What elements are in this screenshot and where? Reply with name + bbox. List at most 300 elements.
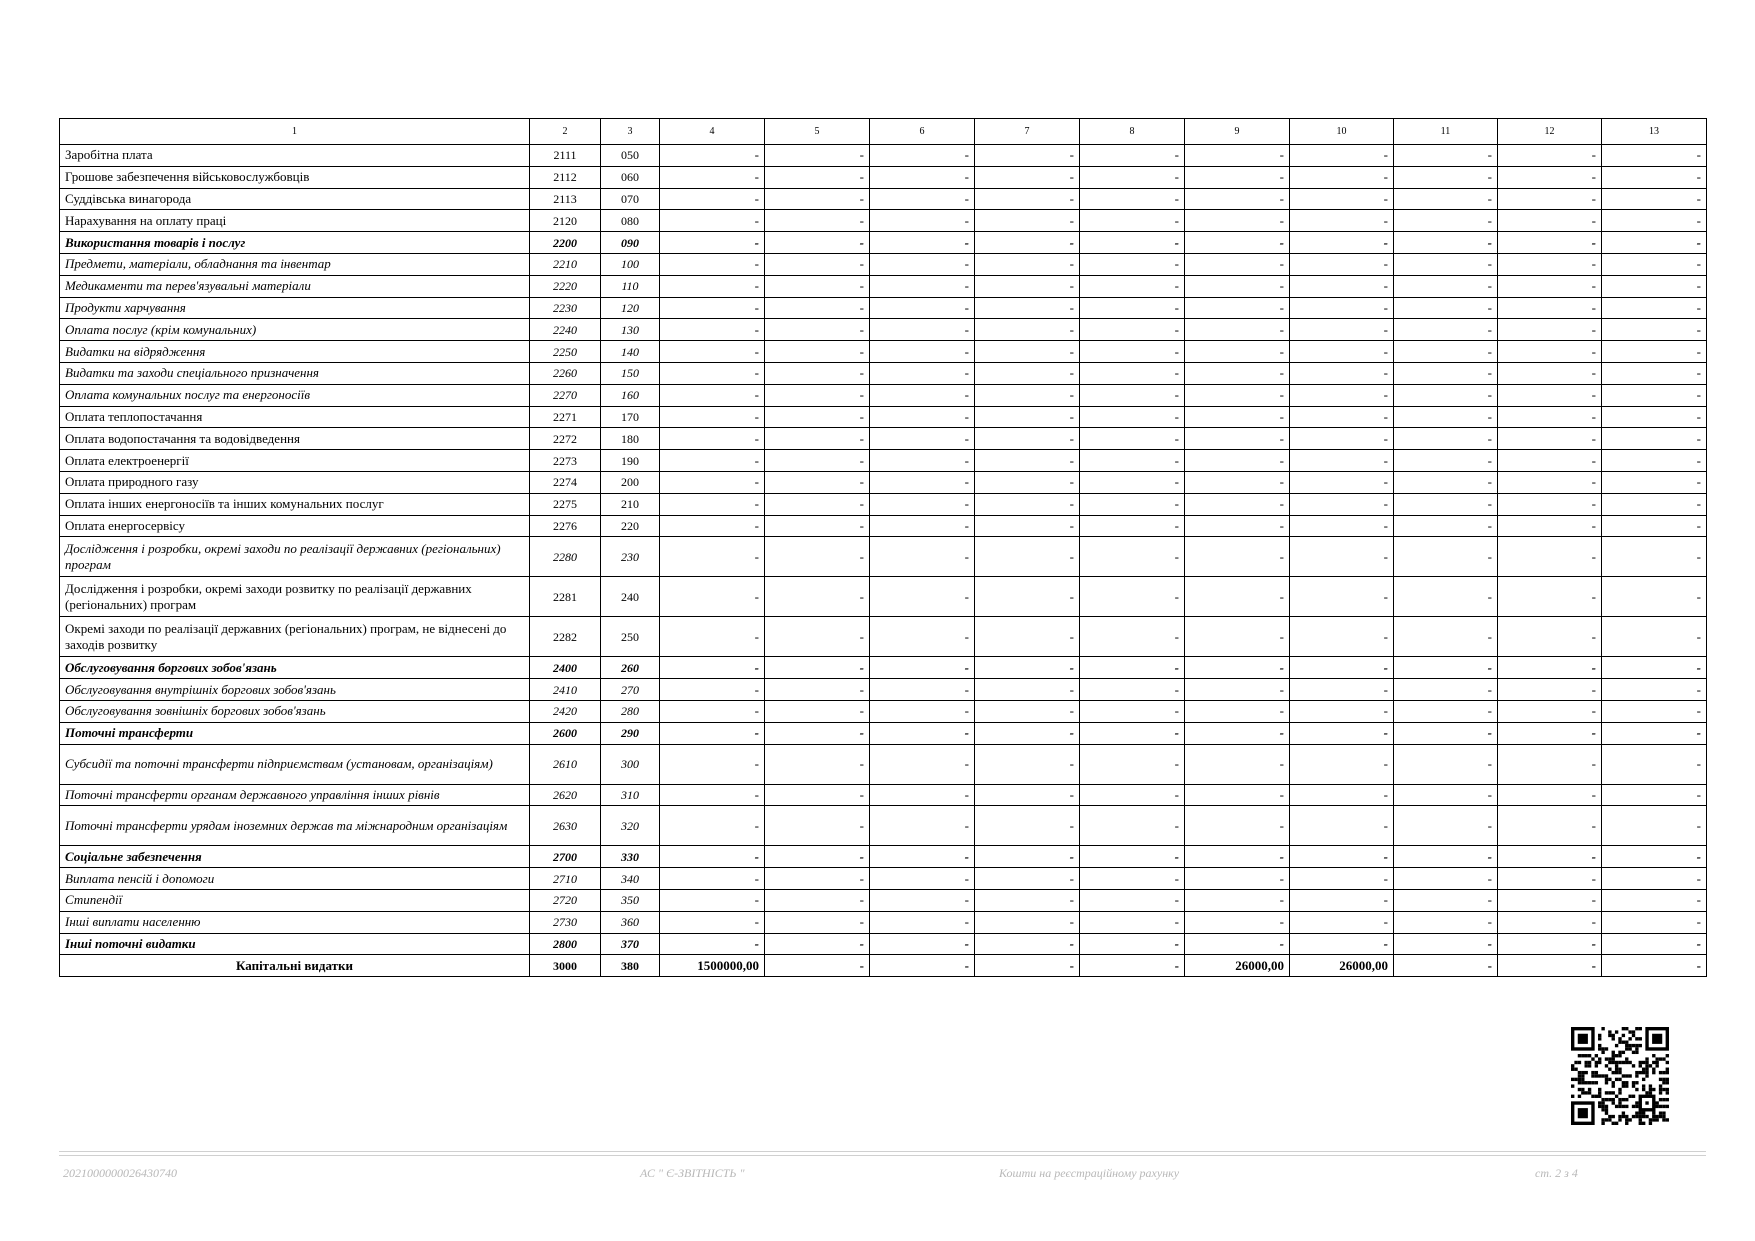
row-value: -: [975, 889, 1080, 911]
row-name: Обслуговування зовнішніх боргових зобов'язань: [60, 700, 530, 722]
row-name: Грошове забезпечення військовослужбовців: [60, 166, 530, 188]
row-value: -: [1602, 933, 1707, 955]
row-value: -: [1185, 319, 1290, 341]
row-number: 240: [601, 577, 660, 617]
row-name: Інші виплати населенню: [60, 911, 530, 933]
row-value: -: [660, 617, 765, 657]
row-value: -: [1290, 362, 1394, 384]
row-number: 290: [601, 722, 660, 744]
row-code: 2260: [530, 362, 601, 384]
row-code: 2730: [530, 911, 601, 933]
row-code: 2630: [530, 806, 601, 846]
row-value: -: [765, 537, 870, 577]
table-row: [60, 384, 1707, 406]
row-value: -: [1602, 493, 1707, 515]
row-value: -: [1498, 617, 1602, 657]
row-value: -: [660, 700, 765, 722]
column-header: 5: [765, 119, 870, 145]
row-value: -: [1290, 846, 1394, 868]
row-name: Видатки на відрядження: [60, 341, 530, 363]
row-value: -: [1498, 145, 1602, 167]
table-row: [60, 889, 1707, 911]
row-value: -: [1394, 406, 1498, 428]
table-row: [60, 319, 1707, 341]
row-value: -: [1080, 933, 1185, 955]
table-row: [60, 657, 1707, 679]
row-value: -: [1498, 911, 1602, 933]
row-value: -: [870, 577, 975, 617]
row-code: 2610: [530, 744, 601, 784]
row-code: 2800: [530, 933, 601, 955]
row-value: -: [1290, 868, 1394, 890]
row-value: -: [1080, 210, 1185, 232]
row-number: 140: [601, 341, 660, 363]
row-name: Субсидії та поточні трансферти підприємствам (установам, організаціям): [60, 744, 530, 784]
row-value: -: [1394, 784, 1498, 806]
row-value: -: [765, 297, 870, 319]
row-value: -: [660, 319, 765, 341]
row-value: -: [870, 275, 975, 297]
row-number: 170: [601, 406, 660, 428]
row-value: -: [870, 319, 975, 341]
row-value: -: [1080, 911, 1185, 933]
row-value: -: [660, 889, 765, 911]
row-value: -: [660, 577, 765, 617]
row-value: -: [870, 188, 975, 210]
row-value: 1500000,00: [660, 955, 765, 977]
row-value: -: [1394, 362, 1498, 384]
row-value: -: [1290, 232, 1394, 254]
row-value: -: [1602, 362, 1707, 384]
row-value: -: [975, 210, 1080, 232]
row-value: -: [870, 744, 975, 784]
row-value: -: [765, 471, 870, 493]
row-value: -: [1498, 955, 1602, 977]
row-value: -: [1290, 933, 1394, 955]
row-value: -: [870, 700, 975, 722]
row-value: -: [1290, 679, 1394, 701]
row-value: -: [1185, 493, 1290, 515]
row-value: -: [1498, 428, 1602, 450]
table-row: [60, 188, 1707, 210]
row-value: -: [1080, 450, 1185, 472]
row-value: -: [1185, 232, 1290, 254]
row-value: -: [870, 428, 975, 450]
row-number: 320: [601, 806, 660, 846]
row-value: -: [1602, 846, 1707, 868]
row-value: -: [1290, 911, 1394, 933]
row-value: -: [1290, 722, 1394, 744]
row-value: -: [1290, 210, 1394, 232]
row-value: -: [975, 617, 1080, 657]
row-value: -: [975, 450, 1080, 472]
row-value: -: [1290, 188, 1394, 210]
row-value: -: [870, 933, 975, 955]
row-value: -: [1080, 806, 1185, 846]
column-header: 9: [1185, 119, 1290, 145]
row-code: 2272: [530, 428, 601, 450]
row-value: -: [1080, 889, 1185, 911]
row-code: 2400: [530, 657, 601, 679]
row-value: -: [765, 868, 870, 890]
row-name: Заробітна плата: [60, 145, 530, 167]
row-value: -: [1185, 657, 1290, 679]
row-code: 2113: [530, 188, 601, 210]
table-body: [60, 119, 1707, 977]
row-value: -: [1185, 784, 1290, 806]
row-value: -: [1080, 577, 1185, 617]
row-value: -: [765, 806, 870, 846]
row-value: -: [765, 577, 870, 617]
row-name: Виплата пенсій і допомоги: [60, 868, 530, 890]
row-value: -: [660, 868, 765, 890]
table-row: [60, 275, 1707, 297]
row-value: -: [765, 188, 870, 210]
row-code: 2420: [530, 700, 601, 722]
row-name: Оплата комунальних послуг та енергоносіїв: [60, 384, 530, 406]
row-value: -: [1185, 846, 1290, 868]
row-value: -: [765, 362, 870, 384]
row-code: 3000: [530, 955, 601, 977]
row-number: 270: [601, 679, 660, 701]
row-value: -: [1394, 679, 1498, 701]
row-value: -: [1394, 700, 1498, 722]
row-value: -: [1602, 253, 1707, 275]
table-row: [60, 744, 1707, 784]
row-name: Оплата інших енергоносіїв та інших комунальних послуг: [60, 493, 530, 515]
row-value: -: [660, 145, 765, 167]
row-value: -: [660, 679, 765, 701]
row-value: -: [1602, 319, 1707, 341]
row-value: -: [765, 166, 870, 188]
row-value: -: [975, 362, 1080, 384]
table-row: [60, 145, 1707, 167]
row-value: -: [1498, 275, 1602, 297]
row-name: Дослідження і розробки, окремі заходи розвитку по реалізації державних (регіональних) програм: [60, 577, 530, 617]
row-code: 2410: [530, 679, 601, 701]
row-value: -: [1394, 889, 1498, 911]
row-value: -: [870, 537, 975, 577]
row-name: Обслуговування внутрішніх боргових зобов'язань: [60, 679, 530, 701]
row-value: -: [870, 232, 975, 254]
row-value: -: [975, 188, 1080, 210]
row-value: -: [1498, 889, 1602, 911]
table-row: [60, 700, 1707, 722]
row-value: -: [1290, 577, 1394, 617]
row-value: -: [765, 493, 870, 515]
footer-description: Кошти на реєстраційному рахунку: [999, 1166, 1180, 1180]
row-value: -: [1185, 515, 1290, 537]
row-value: -: [660, 406, 765, 428]
row-value: -: [1602, 744, 1707, 784]
row-value: -: [1185, 744, 1290, 784]
row-value: -: [975, 806, 1080, 846]
row-value: -: [975, 784, 1080, 806]
table-row: [60, 846, 1707, 868]
row-value: -: [870, 362, 975, 384]
row-code: 2220: [530, 275, 601, 297]
row-code: 2700: [530, 846, 601, 868]
row-value: -: [1080, 784, 1185, 806]
row-value: -: [1602, 188, 1707, 210]
row-value: -: [1498, 297, 1602, 319]
row-value: -: [1602, 679, 1707, 701]
row-value: 26000,00: [1185, 955, 1290, 977]
row-value: -: [1290, 384, 1394, 406]
table-row: [60, 868, 1707, 890]
row-number: 180: [601, 428, 660, 450]
row-name: Інші поточні видатки: [60, 933, 530, 955]
row-value: -: [1185, 577, 1290, 617]
row-value: -: [870, 450, 975, 472]
row-value: -: [660, 362, 765, 384]
row-value: -: [1602, 515, 1707, 537]
row-number: 370: [601, 933, 660, 955]
row-value: -: [1498, 577, 1602, 617]
row-name: Продукти харчування: [60, 297, 530, 319]
row-value: -: [1394, 577, 1498, 617]
table-row: [60, 166, 1707, 188]
row-name: Використання товарів і послуг: [60, 232, 530, 254]
row-number: 190: [601, 450, 660, 472]
row-value: -: [765, 515, 870, 537]
row-name: Обслуговування боргових зобов'язань: [60, 657, 530, 679]
table-row: [60, 210, 1707, 232]
row-value: -: [1602, 210, 1707, 232]
row-value: -: [1080, 744, 1185, 784]
row-value: -: [975, 145, 1080, 167]
qr-code-icon: [1571, 1027, 1669, 1125]
row-number: 150: [601, 362, 660, 384]
row-value: -: [975, 722, 1080, 744]
row-value: -: [1602, 471, 1707, 493]
row-value: -: [1080, 868, 1185, 890]
row-value: -: [1394, 210, 1498, 232]
row-value: -: [1394, 911, 1498, 933]
row-number: 070: [601, 188, 660, 210]
row-value: -: [1394, 166, 1498, 188]
row-value: -: [765, 319, 870, 341]
row-number: 360: [601, 911, 660, 933]
row-value: -: [1498, 319, 1602, 341]
row-value: -: [1394, 493, 1498, 515]
table-row: [60, 515, 1707, 537]
row-name: Дослідження і розробки, окремі заходи по реалізації державних (регіональних) програм: [60, 537, 530, 577]
row-value: -: [1290, 450, 1394, 472]
row-value: -: [1080, 722, 1185, 744]
row-value: -: [1602, 911, 1707, 933]
row-value: -: [1394, 341, 1498, 363]
row-value: -: [1394, 868, 1498, 890]
column-header-row: [60, 119, 1707, 145]
row-code: 2270: [530, 384, 601, 406]
row-value: -: [1185, 471, 1290, 493]
row-value: -: [1080, 679, 1185, 701]
row-value: -: [975, 679, 1080, 701]
row-value: -: [1394, 319, 1498, 341]
row-value: -: [1290, 515, 1394, 537]
row-value: -: [1080, 232, 1185, 254]
row-value: -: [660, 933, 765, 955]
row-value: -: [975, 515, 1080, 537]
row-name: Оплата енергосервісу: [60, 515, 530, 537]
row-value: -: [1080, 493, 1185, 515]
row-value: -: [975, 846, 1080, 868]
row-value: -: [660, 341, 765, 363]
row-value: -: [1290, 657, 1394, 679]
row-value: -: [1602, 868, 1707, 890]
row-value: -: [1185, 341, 1290, 363]
row-value: -: [1498, 744, 1602, 784]
row-value: -: [660, 515, 765, 537]
row-number: 050: [601, 145, 660, 167]
row-value: -: [1394, 617, 1498, 657]
row-value: -: [765, 955, 870, 977]
row-name: Оплата послуг (крім комунальних): [60, 319, 530, 341]
row-value: -: [1185, 210, 1290, 232]
row-value: -: [1080, 253, 1185, 275]
row-value: -: [870, 406, 975, 428]
row-value: -: [1185, 428, 1290, 450]
row-value: -: [1394, 806, 1498, 846]
row-value: -: [1185, 297, 1290, 319]
row-value: -: [870, 889, 975, 911]
row-code: 2720: [530, 889, 601, 911]
row-value: -: [1602, 297, 1707, 319]
row-value: -: [1185, 384, 1290, 406]
row-number: 330: [601, 846, 660, 868]
row-value: -: [1602, 806, 1707, 846]
row-value: -: [870, 722, 975, 744]
row-value: -: [1602, 384, 1707, 406]
footer-doc-id: 2021000000026430740: [63, 1166, 177, 1180]
row-value: -: [660, 806, 765, 846]
row-value: -: [1080, 341, 1185, 363]
row-value: -: [1602, 784, 1707, 806]
row-value: -: [1290, 297, 1394, 319]
row-number: 080: [601, 210, 660, 232]
row-value: -: [1185, 617, 1290, 657]
row-value: -: [1602, 955, 1707, 977]
row-value: -: [1185, 868, 1290, 890]
row-code: 2274: [530, 471, 601, 493]
row-value: -: [1185, 933, 1290, 955]
row-value: -: [1602, 341, 1707, 363]
row-value: -: [1498, 537, 1602, 577]
row-value: -: [975, 700, 1080, 722]
row-value: -: [1498, 253, 1602, 275]
row-value: -: [1498, 362, 1602, 384]
row-value: -: [1290, 617, 1394, 657]
row-value: -: [1394, 722, 1498, 744]
row-name: Оплата природного газу: [60, 471, 530, 493]
table-row: [60, 784, 1707, 806]
row-number: 260: [601, 657, 660, 679]
row-value: -: [765, 275, 870, 297]
row-value: -: [1080, 471, 1185, 493]
row-code: 2281: [530, 577, 601, 617]
row-value: -: [975, 319, 1080, 341]
row-code: 2275: [530, 493, 601, 515]
table-row: [60, 341, 1707, 363]
row-number: 160: [601, 384, 660, 406]
row-value: -: [1185, 911, 1290, 933]
row-value: -: [1498, 341, 1602, 363]
row-value: -: [1498, 657, 1602, 679]
row-value: -: [870, 515, 975, 537]
row-value: -: [870, 493, 975, 515]
row-value: -: [870, 166, 975, 188]
column-header: 7: [975, 119, 1080, 145]
row-value: -: [1080, 537, 1185, 577]
row-code: 2280: [530, 537, 601, 577]
footer-divider: [59, 1155, 1706, 1156]
row-value: -: [1185, 406, 1290, 428]
row-value: -: [660, 232, 765, 254]
row-value: -: [975, 384, 1080, 406]
table-row: [60, 406, 1707, 428]
row-number: 210: [601, 493, 660, 515]
row-code: 2271: [530, 406, 601, 428]
row-value: -: [1394, 744, 1498, 784]
row-value: -: [1498, 471, 1602, 493]
row-value: -: [870, 210, 975, 232]
row-value: -: [870, 471, 975, 493]
column-header: 12: [1498, 119, 1602, 145]
table-row: [60, 679, 1707, 701]
row-value: -: [1290, 493, 1394, 515]
row-number: 350: [601, 889, 660, 911]
row-value: -: [870, 911, 975, 933]
row-value: -: [1185, 145, 1290, 167]
row-name: Оплата водопостачання та водовідведення: [60, 428, 530, 450]
row-value: -: [1394, 145, 1498, 167]
table-row: [60, 933, 1707, 955]
row-value: -: [1498, 188, 1602, 210]
row-code: 2230: [530, 297, 601, 319]
table-row: [60, 617, 1707, 657]
row-value: -: [1498, 846, 1602, 868]
row-value: -: [1185, 188, 1290, 210]
row-name: Оплата теплопостачання: [60, 406, 530, 428]
row-value: -: [660, 846, 765, 868]
row-value: -: [975, 297, 1080, 319]
row-value: -: [1498, 166, 1602, 188]
row-value: -: [870, 679, 975, 701]
row-value: -: [870, 806, 975, 846]
row-code: 2276: [530, 515, 601, 537]
row-value: -: [975, 275, 1080, 297]
row-value: -: [1602, 537, 1707, 577]
table-row: [60, 955, 1707, 977]
row-number: 220: [601, 515, 660, 537]
table-row: [60, 253, 1707, 275]
row-value: -: [660, 471, 765, 493]
row-value: -: [1080, 362, 1185, 384]
row-value: -: [660, 450, 765, 472]
table-row: [60, 471, 1707, 493]
row-value: -: [1290, 166, 1394, 188]
row-value: -: [1394, 657, 1498, 679]
row-name: Соціальне забезпечення: [60, 846, 530, 868]
row-value: -: [1498, 450, 1602, 472]
row-value: -: [1498, 933, 1602, 955]
column-header: 11: [1394, 119, 1498, 145]
row-value: -: [1185, 166, 1290, 188]
row-value: -: [1498, 868, 1602, 890]
table-row: [60, 450, 1707, 472]
row-value: -: [1498, 384, 1602, 406]
